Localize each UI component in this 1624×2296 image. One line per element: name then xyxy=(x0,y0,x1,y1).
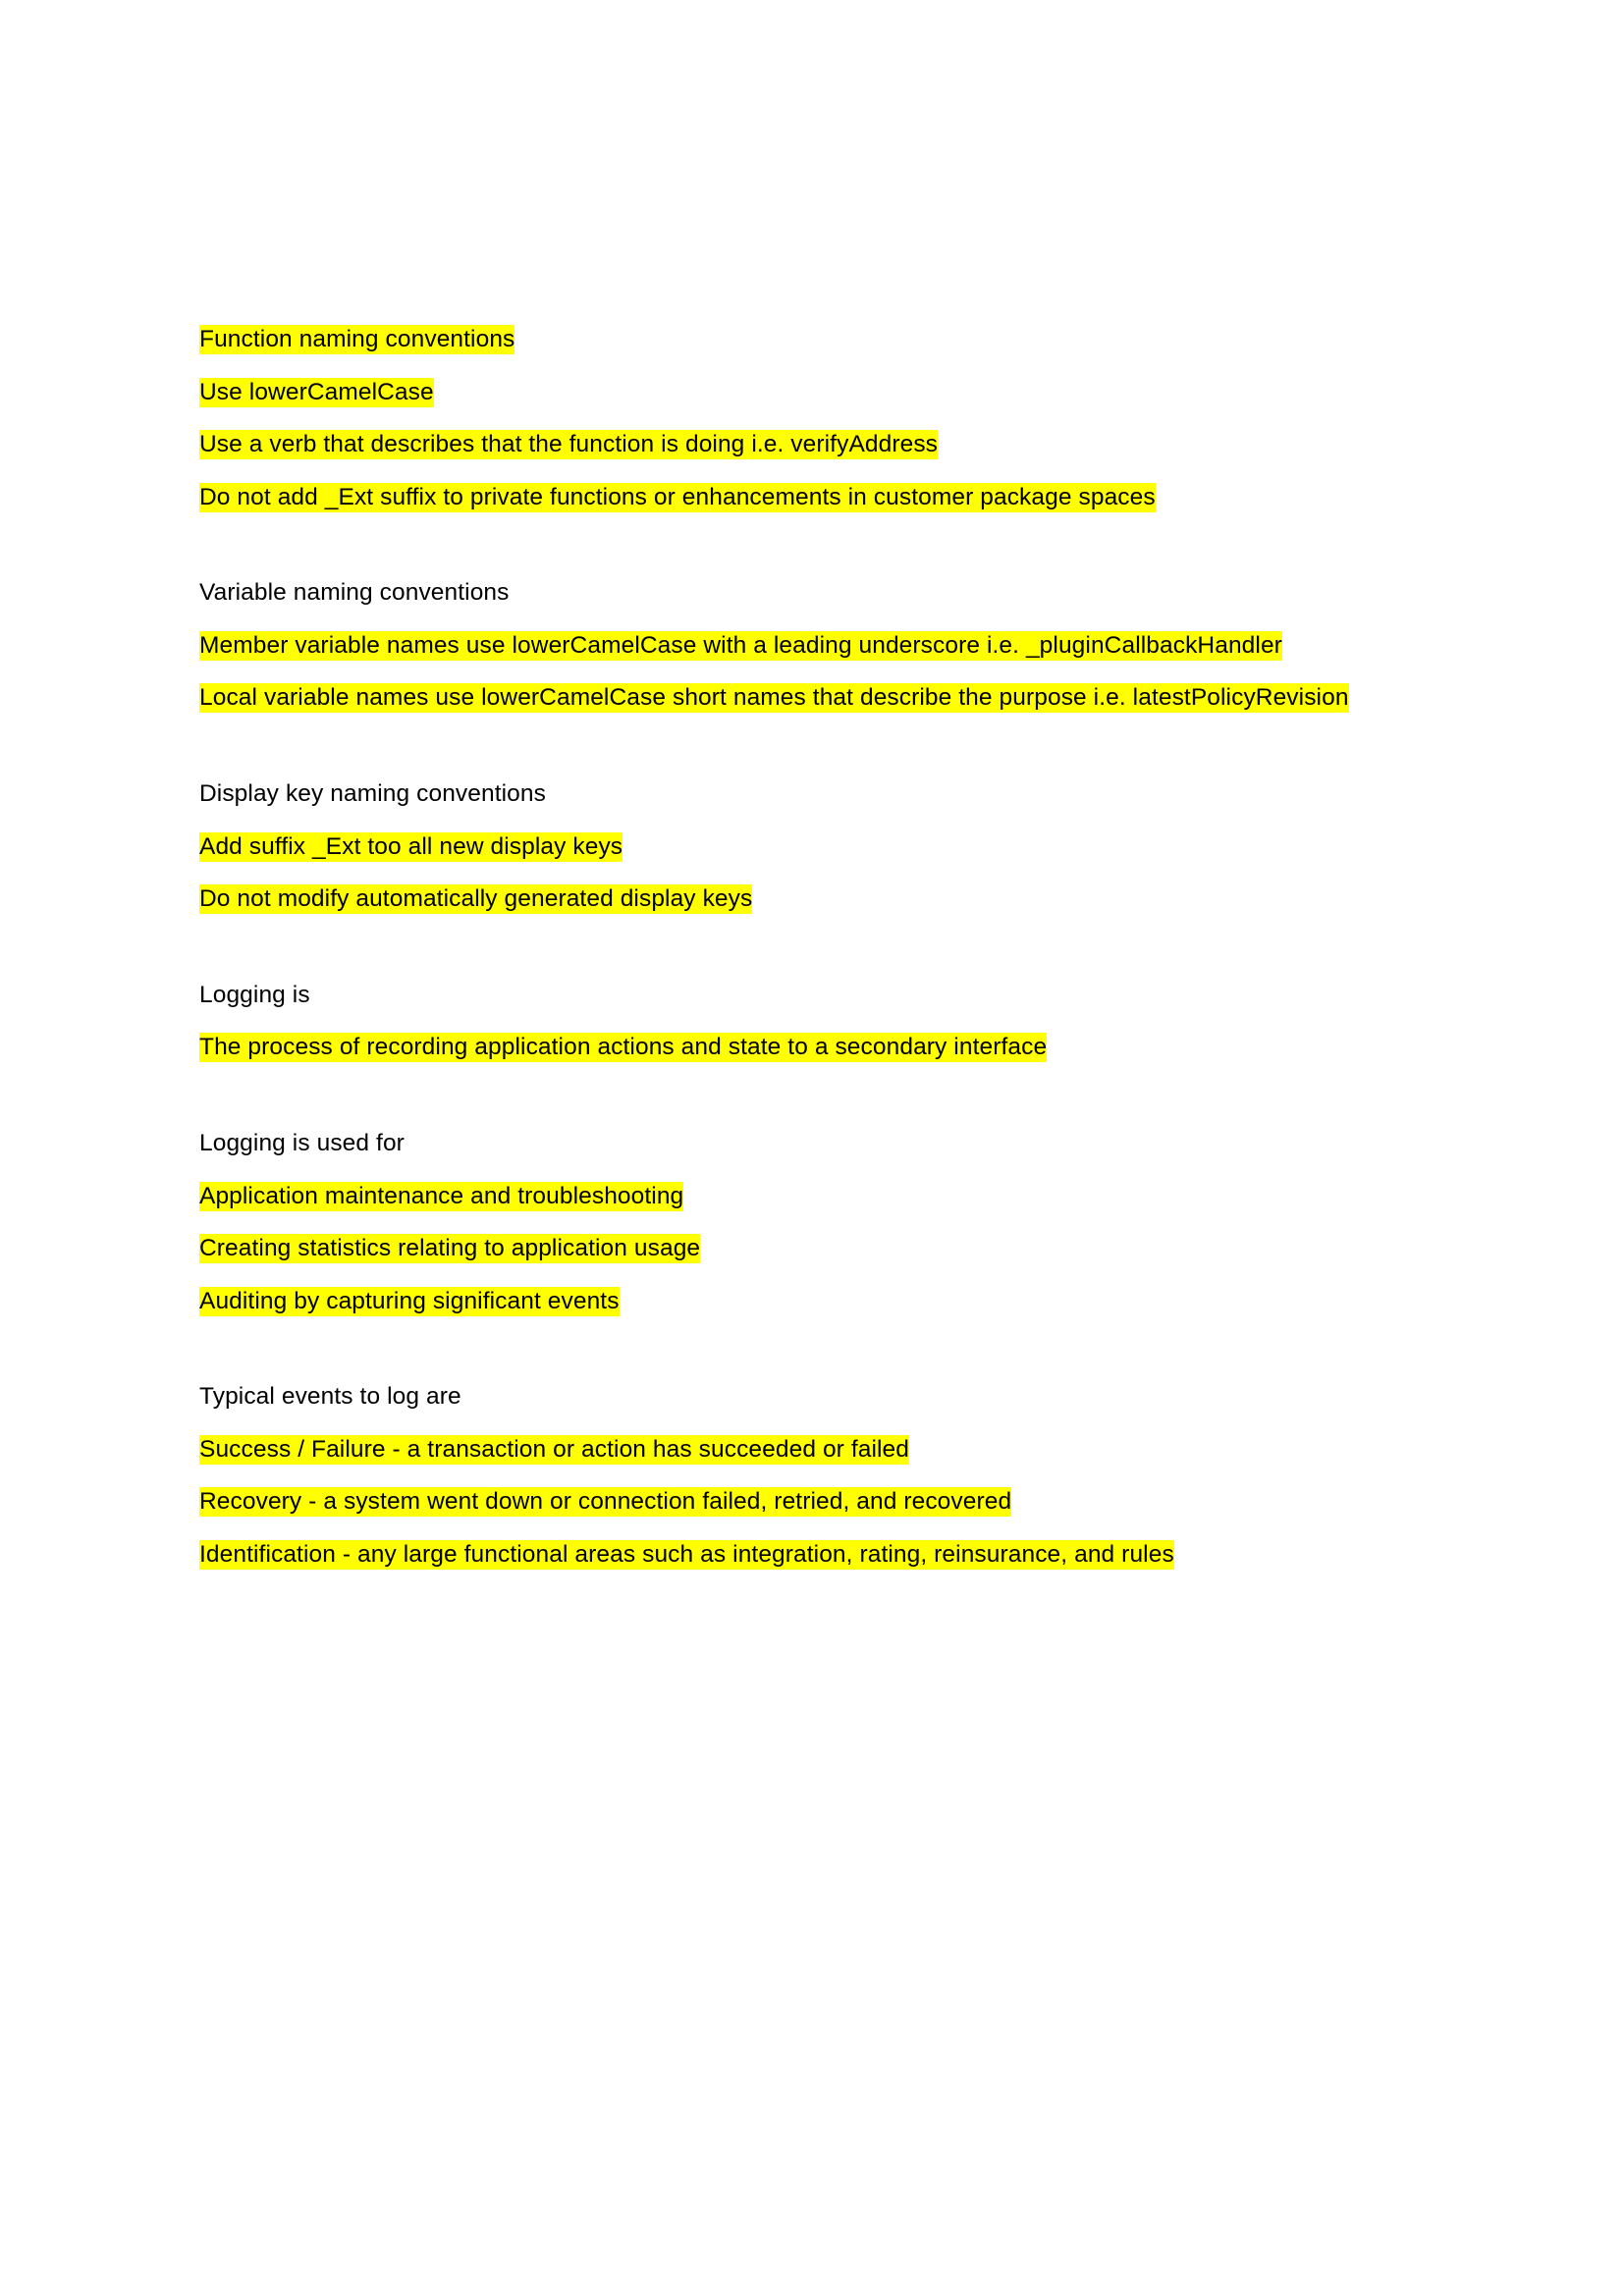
highlighted-paragraph xyxy=(199,482,1427,514)
highlighted-paragraph xyxy=(199,429,1427,461)
document-body xyxy=(199,324,1427,1572)
block-spacer xyxy=(199,936,1427,980)
block-spacer xyxy=(199,1085,1427,1128)
text-block-logging-is-used-for xyxy=(199,1128,1427,1317)
text-block-variable-naming-conventions xyxy=(199,577,1427,715)
paragraph xyxy=(199,778,1427,811)
highlighted-paragraph xyxy=(199,682,1427,715)
paragraph-text: Typical events to log are xyxy=(199,1383,461,1411)
highlighted-paragraph xyxy=(199,377,1427,409)
paragraph-text: Use a verb that describes that the function is doing i.e. verifyAddress xyxy=(199,431,939,458)
paragraph-text: Do not add _Ext suffix to private functions or enhancements in customer package spaces xyxy=(199,483,1156,510)
paragraph xyxy=(199,1128,1427,1160)
text-block-typical-events-to-log xyxy=(199,1381,1427,1571)
paragraph-text: Do not modify automatically generated display keys xyxy=(199,885,753,913)
text-block-display-key-naming-conventions xyxy=(199,778,1427,916)
paragraph-text: Auditing by capturing significant events xyxy=(199,1287,620,1314)
paragraph-text: Creating statistics relating to application usage xyxy=(199,1235,701,1262)
paragraph-text: Recovery - a system went down or connection failed, retried, and recovered xyxy=(199,1488,1012,1516)
highlighted-paragraph xyxy=(199,1434,1427,1467)
paragraph-text: Function naming conventions xyxy=(199,326,515,352)
highlighted-paragraph xyxy=(199,630,1427,663)
block-spacer xyxy=(199,534,1427,577)
highlighted-paragraph xyxy=(199,1181,1427,1213)
paragraph xyxy=(199,980,1427,1012)
block-spacer xyxy=(199,735,1427,778)
paragraph-text: Add suffix _Ext too all new display keys xyxy=(199,832,623,860)
highlighted-paragraph xyxy=(199,1539,1427,1572)
highlighted-paragraph xyxy=(199,1486,1427,1519)
highlighted-paragraph xyxy=(199,1286,1427,1318)
paragraph-text: Member variable names use lowerCamelCase with a leading underscore i.e. _pluginCallbackHandler xyxy=(199,631,1282,659)
highlighted-paragraph xyxy=(199,1032,1427,1064)
highlighted-paragraph xyxy=(199,324,1427,356)
paragraph-text: Application maintenance and troubleshooting xyxy=(199,1182,684,1209)
paragraph-text: Variable naming conventions xyxy=(199,579,510,607)
highlighted-paragraph xyxy=(199,883,1427,916)
paragraph-text: The process of recording application actions and state to a secondary interface xyxy=(199,1034,1048,1061)
highlighted-paragraph xyxy=(199,1233,1427,1265)
text-block-logging-is xyxy=(199,980,1427,1064)
paragraph-text: Local variable names use lowerCamelCase short names that describe the purpose i.e. latestPolicyRevision xyxy=(199,684,1349,712)
paragraph-text: Use lowerCamelCase xyxy=(199,378,434,405)
paragraph-text: Success / Failure - a transaction or action has succeeded or failed xyxy=(199,1435,910,1463)
paragraph-text: Logging is used for xyxy=(199,1129,405,1156)
text-block-function-naming-conventions xyxy=(199,324,1427,513)
paragraph xyxy=(199,577,1427,610)
paragraph-text: Display key naming conventions xyxy=(199,780,546,808)
paragraph xyxy=(199,1381,1427,1414)
highlighted-paragraph xyxy=(199,831,1427,864)
paragraph-text: Identification - any large functional areas such as integration, rating, reinsurance, and rules xyxy=(199,1540,1174,1568)
paragraph-text: Logging is xyxy=(199,981,310,1008)
block-spacer xyxy=(199,1338,1427,1381)
